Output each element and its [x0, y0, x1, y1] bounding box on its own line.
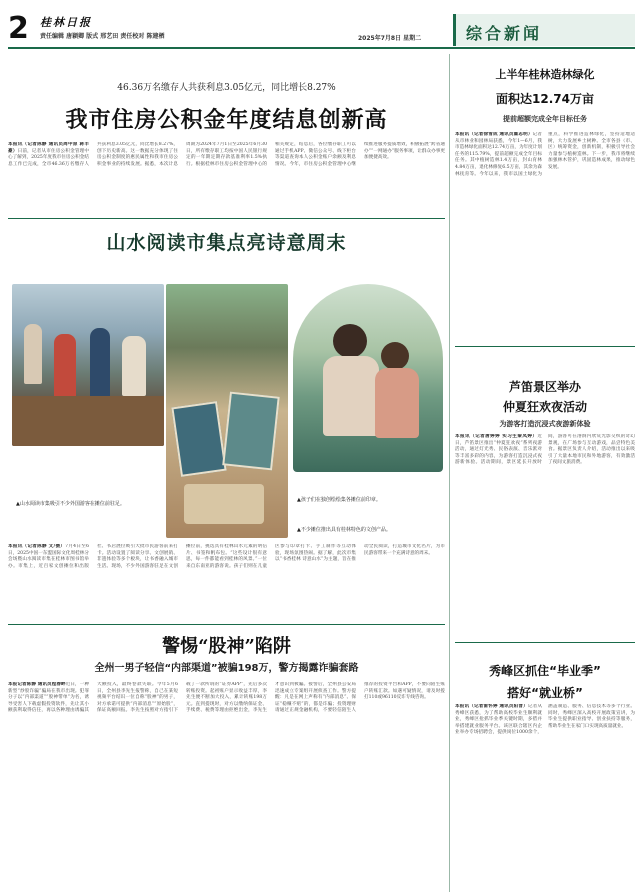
masthead-rule — [8, 47, 635, 49]
bottom-subtitle: 全州一男子轻信“内部渠道”被骗198万，警方揭露诈骗套路 — [94, 663, 359, 674]
side3-byline: 本报讯（记者雷怀婷 通讯员阳晋） — [455, 704, 528, 709]
feature-headline: 山水阅读市集点亮诗意周末 — [106, 232, 347, 254]
lead-byline: 本报讯（记者陈静 通讯员周中原 蒋丰豪） — [8, 142, 89, 154]
feature-article — [8, 544, 445, 620]
side1-text: 记者从市林业和园林局获悉，今年1—6月，我市造林绿化面积达12.74万亩，为年度计划任务的115.79%，提前超额完成全年目标任务。其中植树造林1.4万亩，封山育林4.84万亩，退化林修复6.5万亩，其余为森林抚育等。今年以来，我市以国土绿化为重点，科学推进造林绿化，坚持适地适树，大力发展乡土树种。全市各县（市、区）统筹资金，创新机制，积极引导社会力量参与植树造林。下一步，我市将继续加强林木管护，巩固造林成果，推动绿色发展。 — [455, 132, 635, 177]
staff-credits: 责任编辑 唐颖卿 版式 邢艺田 责任校对 陈建栖 — [40, 33, 165, 40]
side2-body — [455, 434, 635, 634]
photo-cultural-products — [166, 284, 288, 538]
side1-body — [455, 132, 635, 342]
masthead — [0, 0, 640, 50]
side3-headline: 秀峰区抓住“毕业季” — [489, 664, 601, 678]
photo-children-stamping — [293, 284, 443, 472]
side2-byline: 本报讯（记者唐婷婷 实习生秦凤婷） — [455, 434, 538, 439]
lead-body — [8, 142, 445, 212]
photo-market-visitors — [12, 284, 164, 446]
feature-byline: 本报讯（记者陈静 文/摄） — [8, 544, 66, 549]
bottom-body — [8, 682, 445, 890]
caption-right-text: ▲孩子们在独创绘绘集各摊位前印章。 — [297, 497, 381, 503]
page-number: 2 — [8, 11, 29, 46]
lead-story — [8, 56, 445, 216]
side3-body — [455, 704, 635, 890]
paper-name: 桂林日报 — [40, 16, 92, 29]
side1-headline: 面积达12.74万亩 — [496, 92, 594, 106]
side3-rule — [455, 642, 635, 643]
side3-subtitle: 搭好“就业桥” — [507, 686, 583, 700]
feature-story — [8, 218, 445, 553]
caption-right — [293, 494, 445, 506]
bottom-story — [8, 624, 445, 892]
side2-rule — [455, 346, 635, 347]
lead-headline: 我市住房公积金年度结息创新高 — [65, 108, 388, 133]
side1-kicker: 上半年桂林造林绿化 — [495, 68, 595, 81]
side2-headline: 仲夏狂欢夜活动 — [502, 400, 587, 414]
feature-text: 7月4日至6日，2025中国一东盟国际文化周桂林分会场暨山水阅读市集在桂林市图书馆举办。市集上，近百家文创摊位和出版社、书店展位吸引大批市民游客前来打卡。活动设置了阅读分享、文创展销、非遗体验等多个板块，让书香融入城市生活。现场，不少外国游客驻足在文创摊位前，挑选具有桂林山水元素的明信片、书签和帆布包。“这些设计很有意思，每一件都能看到桂林的风景。”一位来自东南亚的游客说。孩子们则在儿童区参与印章打卡、手工制作等互动体验，现场氛围热闹。据了解，此次市集以“书香桂林 诗意山水”为主题，旨在推动全民阅读，打造城市文化名片，为市民游客带来一个充满诗意的周末。 — [8, 544, 445, 569]
caption-left — [12, 498, 164, 510]
side2-subtitle: 为游客打造沉浸式夜游新体验 — [499, 420, 591, 428]
feature-top-rule — [8, 218, 445, 219]
lead-text: 日前，记者从市住房公积金管理中心了解到，2025年度我市住房公积金结息工作已完成，全市46.36万名缴存人共获利息3.05亿元，同比增长8.27%，创下历史新高。这一数据充分体现了住房公积金制度的惠民属性和我市住房公积金事业的持续发展。据悉，本次计息周期为2024年7月1日至2025年6月30日，所有缴存职工均按中国人民银行规定的一年期定期存款基准利率1.5%执行。根据桂林市住房公积金管理中心的相关规定，结息后，各位缴存职工可以通过手机APP、微信公众号、线下柜台等渠道查询本人公积金账户余额及利息情况。今年，市住房公积金管理中心继续推进服务提质增效，积极拓展“跨省通办”“一网通办”服务事项，让群众办事更加便捷高效。 — [8, 142, 445, 167]
side1-subtitle: 提前超额完成全年目标任务 — [503, 115, 587, 123]
caption-left-text: ▲山水阅读市集吸引不少外国游客在摊位前驻足。 — [16, 501, 125, 507]
section-title: 综合新闻 — [466, 24, 543, 43]
side2-text: 近日，芦笛景区推出“仲夏狂欢夜”系列夜游活动，通过灯光秀、民俗表演、音乐派对等丰富多彩的内容，为游客打造沉浸式夜游新体验。活动期间，景区延长开放时间，游客可在溶洞内欣赏光影交织的奇幻景观，在广场参与互动游戏，品尝特色美食。据景区负责人介绍，活动推出以来吸引了大量本地市民和外地游客，有效激活了夜间文旅消费。 — [455, 434, 635, 466]
issue-date: 2025年7月8日 星期二 — [358, 35, 422, 42]
side3-text: 记者从秀峰区获悉，为了帮助高校毕业生顺利就业，秀峰区抢抓毕业季关键时期，多措并举搭建就业服务平台。该区联合辖区内企业举办专场招聘会，提供岗位1000余个，涵盖制造、服务、信息技术等多个行业。同时，秀峰区深入高校开展政策宣讲，为毕业生提供职业指导、创业扶持等服务，帮助毕业生在家门口实现高质量就业。 — [455, 704, 635, 736]
column-divider — [449, 54, 450, 892]
bottom-byline: 本报记者陈静 通讯员程春畔 — [8, 682, 66, 687]
caption-bottom — [293, 524, 445, 536]
side-story-night-tour — [455, 346, 635, 646]
side2-kicker: 芦笛景区举办 — [508, 380, 581, 394]
bottom-top-rule — [8, 624, 445, 625]
side-story-employment — [455, 642, 635, 892]
section-banner — [453, 14, 635, 46]
caption-bottom-text: ▲不少摊位推出具有桂林特色的文创产品。 — [297, 527, 391, 533]
side-story-afforestation — [455, 56, 635, 346]
lead-subtitle: 46.36万名缴存人共获利息3.05亿元，同比增长8.27% — [117, 83, 336, 93]
side1-byline: 本报讯（记者徐雪成 通讯员霍志明） — [455, 132, 533, 137]
bottom-text: 近日，一种新型“炒股诈骗”骗局在我市出现。犯罪分子以“内部渠道”“股神带单”为名，诱导受害人下载虚假投资软件，先让其小额获利取得信任，再以各种理由诱骗其大额投入，最终卷款失联。今年5月6日，全州县李先生报警称，自己在某短视频平台结识一位自称“股神”的男子，对方承诺可提供“内部消息”“原始股”，保证高额回报。李先生按照对方指引下载了一款所谓的“证券APP”，先后多次转账投资。起初账户显示收益丰厚，李先生便不断加大投入，累计转账198万元。直到提现时，对方以缴纳保证金、手续费、税费等理由拒绝出金，李先生才意识到被骗。接警后，全州县公安局迅速成立专案组开展侦查工作。警方提醒：凡是在网上声称有“内部消息”、保证“稳赚不赔”的，都是诈骗；投资理财请通过正规金融机构，不要轻信陌生人推荐的投资平台和APP，不要向陌生账户转账汇款。如遇可疑情况，请及时拨打110或96110反诈专线咨询。 — [8, 682, 445, 714]
bottom-headline: 警惕“股神”陷阱 — [162, 636, 291, 657]
